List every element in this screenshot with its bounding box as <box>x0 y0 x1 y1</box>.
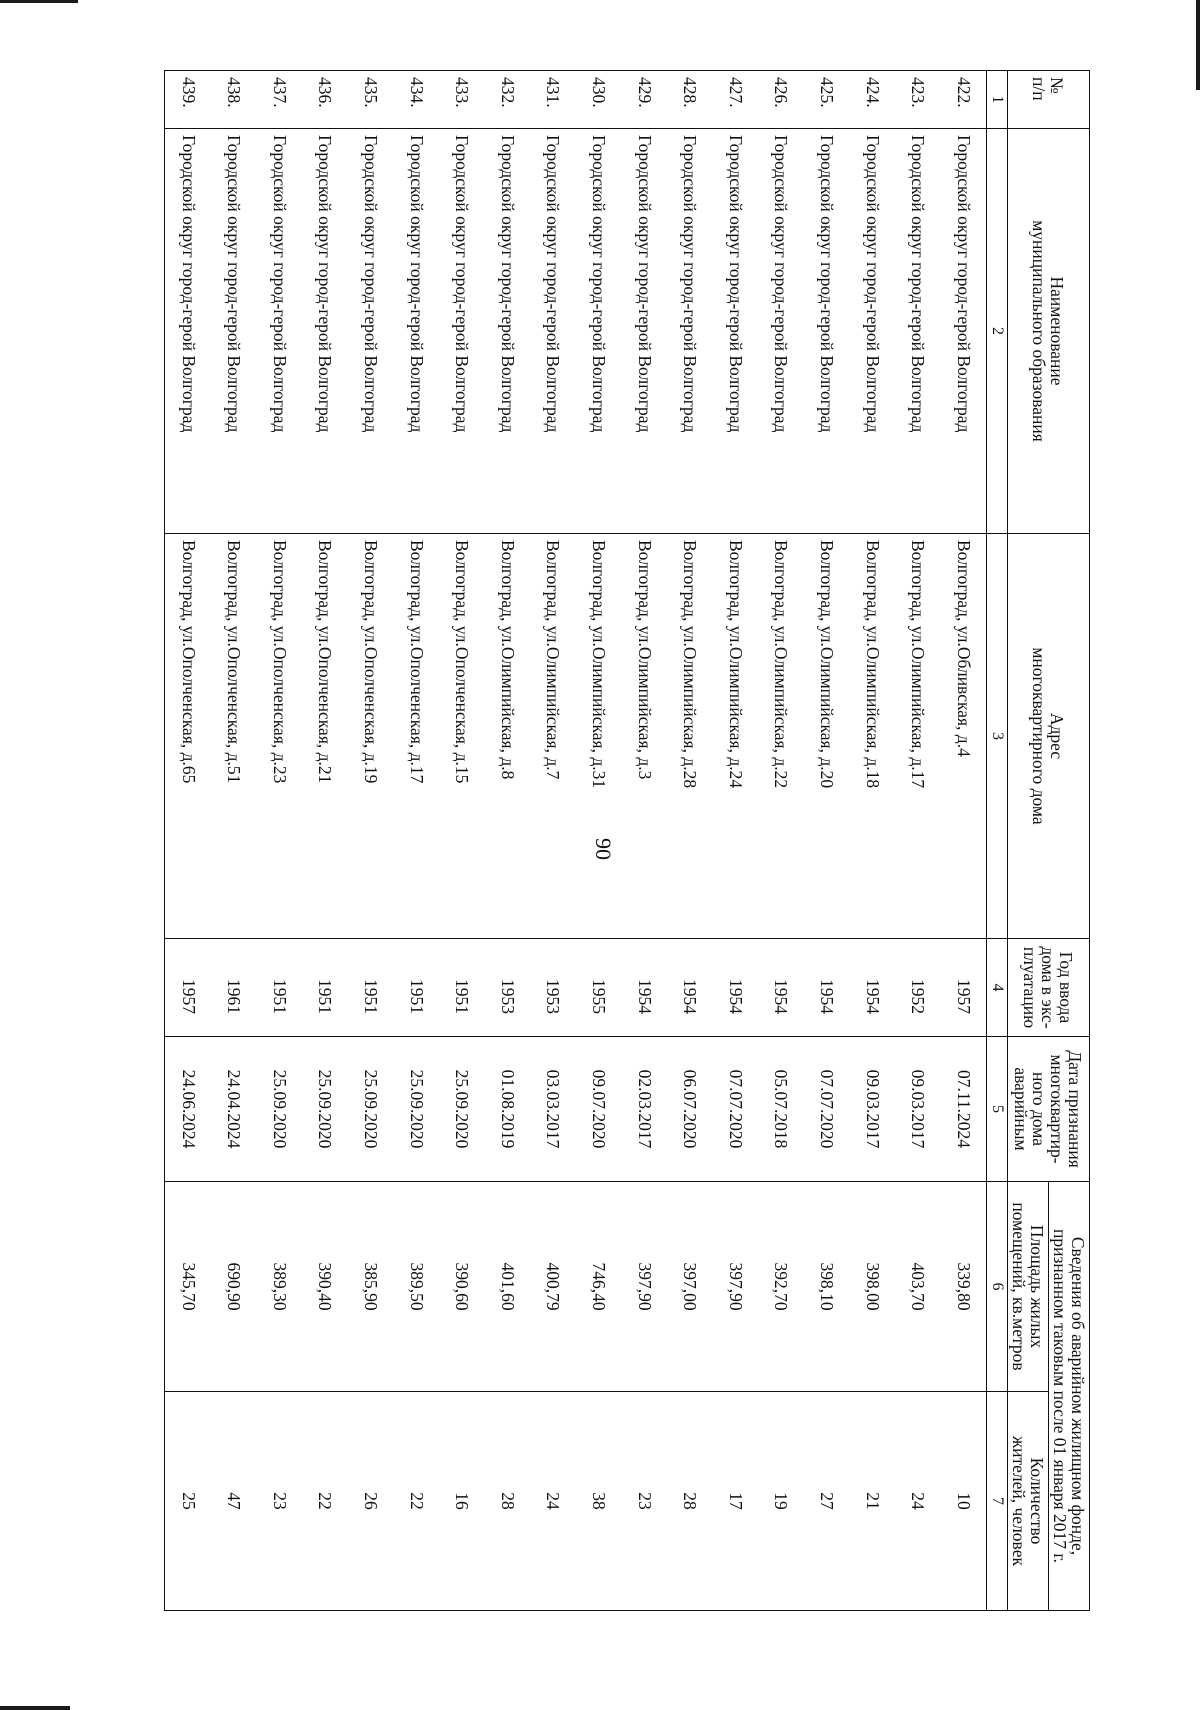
commission-year: 1957 <box>940 939 986 1037</box>
living-area: 389,30 <box>257 1182 303 1392</box>
building-address: Волгоград, ул.Олимпийская, д.3 <box>621 534 667 939</box>
commission-year: 1951 <box>393 939 439 1037</box>
living-area: 389,50 <box>393 1182 439 1392</box>
living-area: 345,70 <box>165 1182 211 1392</box>
building-address: Волгоград, ул.Ополченская, д.23 <box>257 534 303 939</box>
commission-year: 1952 <box>895 939 941 1037</box>
table-row <box>348 71 394 1611</box>
living-area: 403,70 <box>895 1182 941 1392</box>
header-number: № п/п <box>1008 71 1090 129</box>
row-number: 424. <box>849 71 895 129</box>
municipality-name: Городской округ город-герой Волгоград <box>940 129 986 534</box>
resident-count: 17 <box>712 1392 758 1611</box>
municipality-name: Городской округ город-герой Волгоград <box>804 129 850 534</box>
resident-count: 10 <box>940 1392 986 1611</box>
municipality-name: Городской округ город-герой Волгоград <box>302 129 348 534</box>
building-address: Волгоград, ул.Ополченская, д.19 <box>348 534 394 939</box>
resident-count: 25 <box>165 1392 211 1611</box>
commission-year: 1954 <box>667 939 713 1037</box>
building-address: Волгоград, ул.Ополченская, д.51 <box>211 534 257 939</box>
table-row <box>940 71 986 1611</box>
building-address: Волгоград, ул.Ополченская, д.17 <box>393 534 439 939</box>
row-number: 422. <box>940 71 986 129</box>
living-area: 398,10 <box>804 1182 850 1392</box>
resident-count: 28 <box>484 1392 530 1611</box>
resident-count: 27 <box>804 1392 850 1611</box>
row-number: 431. <box>530 71 576 129</box>
commission-year: 1953 <box>484 939 530 1037</box>
resident-count: 28 <box>667 1392 713 1611</box>
municipality-name: Городской округ город-герой Волгоград <box>621 129 667 534</box>
living-area: 397,00 <box>667 1182 713 1392</box>
table-row <box>576 71 622 1611</box>
emergency-recognition-date: 07.07.2020 <box>712 1037 758 1182</box>
row-number: 436. <box>302 71 348 129</box>
resident-count: 47 <box>211 1392 257 1611</box>
column-number: 5 <box>987 1037 1008 1182</box>
column-number: 6 <box>987 1182 1008 1392</box>
commission-year: 1954 <box>621 939 667 1037</box>
row-number: 425. <box>804 71 850 129</box>
municipality-name: Городской округ город-герой Волгоград <box>576 129 622 534</box>
commission-year: 1961 <box>211 939 257 1037</box>
municipality-name: Городской округ город-герой Волгоград <box>348 129 394 534</box>
municipality-name: Городской округ город-герой Волгоград <box>667 129 713 534</box>
row-number: 432. <box>484 71 530 129</box>
resident-count: 19 <box>758 1392 804 1611</box>
living-area: 339,80 <box>940 1182 986 1392</box>
row-number: 437. <box>257 71 303 129</box>
table-row <box>849 71 895 1611</box>
table-row <box>165 71 211 1611</box>
living-area: 392,70 <box>758 1182 804 1392</box>
row-number: 429. <box>621 71 667 129</box>
municipality-name: Городской округ город-герой Волгоград <box>758 129 804 534</box>
living-area: 400,79 <box>530 1182 576 1392</box>
building-address: Волгоград, ул.Олимпийская, д.22 <box>758 534 804 939</box>
resident-count: 23 <box>257 1392 303 1611</box>
emergency-recognition-date: 25.09.2020 <box>393 1037 439 1182</box>
table-row <box>302 71 348 1611</box>
commission-year: 1951 <box>348 939 394 1037</box>
rotated-page-content <box>178 70 1090 1610</box>
resident-count: 21 <box>849 1392 895 1611</box>
municipality-name: Городской округ город-герой Волгоград <box>393 129 439 534</box>
building-address: Волгоград, ул.Ополченская, д.65 <box>165 534 211 939</box>
municipality-name: Городской округ город-герой Волгоград <box>257 129 303 534</box>
scan-edge-right <box>1196 0 1200 90</box>
building-address: Волгоград, ул.Обливская, д.4 <box>940 534 986 939</box>
building-address: Волгоград, ул.Ополченская, д.15 <box>439 534 485 939</box>
building-address: Волгоград, ул.Олимпийская, д.7 <box>530 534 576 939</box>
living-area: 397,90 <box>621 1182 667 1392</box>
row-number: 435. <box>348 71 394 129</box>
resident-count: 16 <box>439 1392 485 1611</box>
header-year: Год ввода дома в экс- плуатацию <box>1008 939 1090 1037</box>
living-area: 398,00 <box>849 1182 895 1392</box>
row-number: 439. <box>165 71 211 129</box>
municipality-name: Городской округ город-герой Волгоград <box>530 129 576 534</box>
table-row <box>530 71 576 1611</box>
emergency-recognition-date: 25.09.2020 <box>302 1037 348 1182</box>
building-address: Волгоград, ул.Олимпийская, д.28 <box>667 534 713 939</box>
scan-edge-bottom <box>0 1706 70 1710</box>
resident-count: 22 <box>393 1392 439 1611</box>
resident-count: 24 <box>530 1392 576 1611</box>
row-number: 430. <box>576 71 622 129</box>
municipality-name: Городской округ город-герой Волгоград <box>165 129 211 534</box>
row-number: 428. <box>667 71 713 129</box>
header-municipality: Наименование муниципального образования <box>1008 129 1090 534</box>
emergency-recognition-date: 25.09.2020 <box>348 1037 394 1182</box>
header-emergency-fund-group: Сведения об аварийном жилищном фонде, признанном таковым после 01 января 2017 г. <box>1049 1182 1090 1611</box>
municipality-name: Городской округ город-герой Волгоград <box>211 129 257 534</box>
building-address: Волгоград, ул.Олимпийская, д.8 <box>484 534 530 939</box>
commission-year: 1954 <box>712 939 758 1037</box>
row-number: 427. <box>712 71 758 129</box>
page-number: 90 <box>591 838 616 860</box>
living-area: 390,40 <box>302 1182 348 1392</box>
table-row <box>439 71 485 1611</box>
municipality-name: Городской округ город-герой Волгоград <box>712 129 758 534</box>
emergency-recognition-date: 02.03.2017 <box>621 1037 667 1182</box>
table-row <box>257 71 303 1611</box>
row-number: 438. <box>211 71 257 129</box>
table-row <box>211 71 257 1611</box>
living-area: 385,90 <box>348 1182 394 1392</box>
emergency-recognition-date: 24.04.2024 <box>211 1037 257 1182</box>
resident-count: 22 <box>302 1392 348 1611</box>
emergency-recognition-date: 06.07.2020 <box>667 1037 713 1182</box>
commission-year: 1954 <box>804 939 850 1037</box>
table-row <box>804 71 850 1611</box>
table-body <box>165 71 987 1611</box>
emergency-recognition-date: 01.08.2019 <box>484 1037 530 1182</box>
header-recognition-date: Дата признания многоквартир- ного дома аварийным <box>1008 1037 1090 1182</box>
table-row <box>484 71 530 1611</box>
column-number: 7 <box>987 1392 1008 1611</box>
commission-year: 1953 <box>530 939 576 1037</box>
resident-count: 26 <box>348 1392 394 1611</box>
table-row <box>393 71 439 1611</box>
emergency-housing-table <box>164 70 1090 1611</box>
resident-count: 23 <box>621 1392 667 1611</box>
commission-year: 1951 <box>302 939 348 1037</box>
table-row <box>621 71 667 1611</box>
municipality-name: Городской округ город-герой Волгоград <box>439 129 485 534</box>
emergency-recognition-date: 25.09.2020 <box>439 1037 485 1182</box>
commission-year: 1955 <box>576 939 622 1037</box>
scan-edge-top <box>0 0 78 3</box>
emergency-recognition-date: 09.03.2017 <box>895 1037 941 1182</box>
row-number: 426. <box>758 71 804 129</box>
resident-count: 24 <box>895 1392 941 1611</box>
table-row <box>895 71 941 1611</box>
living-area: 397,90 <box>712 1182 758 1392</box>
living-area: 401,60 <box>484 1182 530 1392</box>
row-number: 434. <box>393 71 439 129</box>
building-address: Волгоград, ул.Олимпийская, д.24 <box>712 534 758 939</box>
municipality-name: Городской округ город-герой Волгоград <box>849 129 895 534</box>
header-address: Адрес многоквартирного дома <box>1008 534 1090 939</box>
commission-year: 1954 <box>758 939 804 1037</box>
column-number: 1 <box>987 71 1008 129</box>
table-header <box>987 71 1090 1611</box>
living-area: 390,60 <box>439 1182 485 1392</box>
commission-year: 1957 <box>165 939 211 1037</box>
living-area: 746,40 <box>576 1182 622 1392</box>
emergency-recognition-date: 24.06.2024 <box>165 1037 211 1182</box>
building-address: Волгоград, ул.Олимпийская, д.20 <box>804 534 850 939</box>
building-address: Волгоград, ул.Олимпийская, д.17 <box>895 534 941 939</box>
column-number: 2 <box>987 129 1008 534</box>
row-number: 433. <box>439 71 485 129</box>
living-area: 690,90 <box>211 1182 257 1392</box>
column-number: 4 <box>987 939 1008 1037</box>
table-row <box>758 71 804 1611</box>
commission-year: 1954 <box>849 939 895 1037</box>
commission-year: 1951 <box>439 939 485 1037</box>
building-address: Волгоград, ул.Олимпийская, д.31 <box>576 534 622 939</box>
commission-year: 1951 <box>257 939 303 1037</box>
municipality-name: Городской округ город-герой Волгоград <box>484 129 530 534</box>
emergency-recognition-date: 09.07.2020 <box>576 1037 622 1182</box>
building-address: Волгоград, ул.Олимпийская, д.18 <box>849 534 895 939</box>
column-number-row <box>987 71 1008 1611</box>
building-address: Волгоград, ул.Ополченская, д.21 <box>302 534 348 939</box>
emergency-recognition-date: 05.07.2018 <box>758 1037 804 1182</box>
municipality-name: Городской округ город-герой Волгоград <box>895 129 941 534</box>
emergency-recognition-date: 07.11.2024 <box>940 1037 986 1182</box>
emergency-recognition-date: 25.09.2020 <box>257 1037 303 1182</box>
table-row <box>712 71 758 1611</box>
table-row <box>667 71 713 1611</box>
emergency-recognition-date: 07.07.2020 <box>804 1037 850 1182</box>
header-residents: Количество жителей, человек <box>1008 1392 1049 1611</box>
header-living-area: Площадь жилых помещений, кв.метров <box>1008 1182 1049 1392</box>
emergency-recognition-date: 03.03.2017 <box>530 1037 576 1182</box>
emergency-recognition-date: 09.03.2017 <box>849 1037 895 1182</box>
column-number: 3 <box>987 534 1008 939</box>
row-number: 423. <box>895 71 941 129</box>
resident-count: 38 <box>576 1392 622 1611</box>
